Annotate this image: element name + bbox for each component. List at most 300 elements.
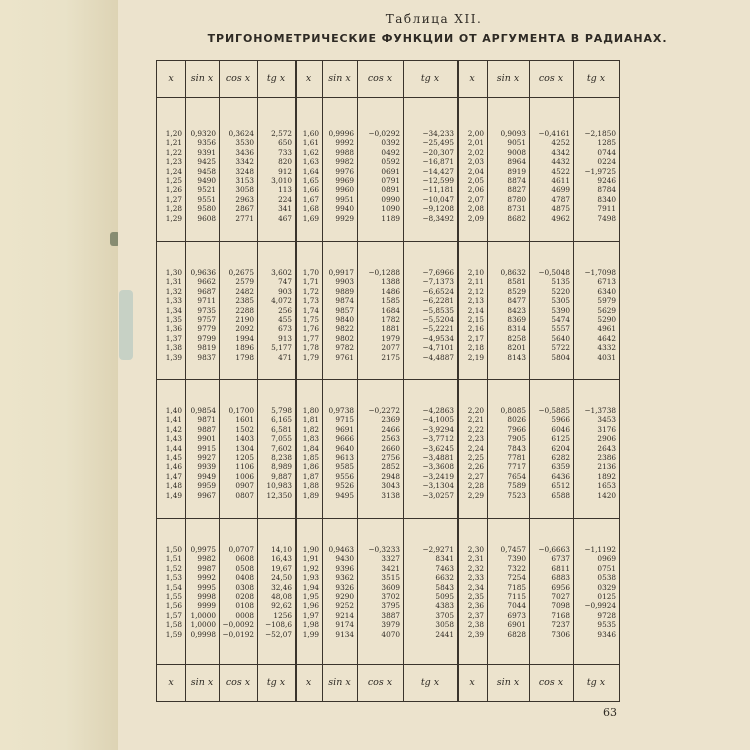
value-column <box>404 406 454 500</box>
table-cell: 1,27 <box>165 194 182 204</box>
table-cell: 4,072 <box>271 296 292 306</box>
table-cell: 913 <box>278 333 292 343</box>
value-column <box>323 406 354 500</box>
table-cell: 1,84 <box>302 443 319 453</box>
table-cell: 6282 <box>551 452 570 462</box>
table-cell: −3,3608 <box>422 462 454 472</box>
table-cell: 3043 <box>381 481 400 491</box>
table-cell: 9802 <box>335 333 354 343</box>
table-cell: 8369 <box>507 314 526 324</box>
table-cell: −5,2221 <box>422 324 454 334</box>
table-cell: 2,25 <box>467 452 484 462</box>
table-cell: 6,165 <box>271 415 292 425</box>
table-cell: 8874 <box>507 175 526 185</box>
table-cell: 2136 <box>597 462 616 472</box>
table-cell: 7254 <box>507 573 526 583</box>
table-cell: 8964 <box>507 157 526 167</box>
table-cell: 7044 <box>507 601 526 611</box>
table-cell: 1,94 <box>302 582 319 592</box>
table-cell: −52,07 <box>264 629 292 639</box>
header-row-bottom <box>157 664 619 701</box>
table-cell: −6,2281 <box>422 296 454 306</box>
table-cell: 2,572 <box>271 129 292 138</box>
table-cell: 2,35 <box>467 591 484 601</box>
table-cell: −4,9534 <box>422 333 454 343</box>
table-cell: 1,95 <box>302 591 319 601</box>
table-cell: 92,62 <box>271 601 292 611</box>
table-cell: 14,10 <box>271 545 292 554</box>
value-column <box>358 268 400 362</box>
table-cell: 5966 <box>551 415 570 425</box>
table-cell: 1,70 <box>302 268 319 277</box>
value-column <box>158 268 182 362</box>
table-cell: 2771 <box>235 213 254 223</box>
table-cell: 1,34 <box>165 305 182 315</box>
value-column <box>186 406 216 500</box>
table-cell: 4332 <box>597 343 616 353</box>
table-cell: 1,24 <box>165 166 182 176</box>
table-cell: 9662 <box>197 277 216 287</box>
table-cell: 1,40 <box>165 406 182 415</box>
table-cell: 9640 <box>335 443 354 453</box>
header-cell: sin x <box>190 677 214 688</box>
table-cell: 733 <box>278 147 292 157</box>
value-column <box>488 545 526 639</box>
value-column <box>220 406 254 500</box>
table-cell: 9819 <box>197 343 216 353</box>
table-cell: 9715 <box>335 415 354 425</box>
table-cell: 9757 <box>197 314 216 324</box>
table-cell: −3,9294 <box>422 424 454 434</box>
table-cell: −34,233 <box>422 129 454 138</box>
table-cell: 9735 <box>197 305 216 315</box>
table-cell: 1,98 <box>302 620 319 630</box>
table-cell: 7463 <box>435 563 454 573</box>
table-cell: 1,62 <box>302 147 319 157</box>
table-cell: 7322 <box>507 563 526 573</box>
table-cell: 9551 <box>197 194 216 204</box>
table-cell: 2,08 <box>467 204 484 214</box>
table-cell: 5,798 <box>271 406 292 415</box>
table-cell: 1256 <box>273 610 292 620</box>
table-cell: 1388 <box>381 277 400 287</box>
table-cell: 2660 <box>381 443 400 453</box>
table-cell: 7390 <box>507 554 526 564</box>
table-cell: −0,1288 <box>368 268 400 277</box>
table-cell: 6956 <box>551 582 570 592</box>
table-cell: 1,72 <box>302 286 319 296</box>
table-cell: −3,4881 <box>422 452 454 462</box>
table-cell: 3176 <box>597 424 616 434</box>
table-cell: 1486 <box>381 286 400 296</box>
table-cell: 0492 <box>381 147 400 157</box>
table-cell: 1896 <box>235 343 254 353</box>
table-cell: 32,46 <box>271 582 292 592</box>
table-cell: 2,12 <box>467 286 484 296</box>
table-cell: 6436 <box>551 471 570 481</box>
table-cell: 9960 <box>335 185 354 195</box>
table-cell: 9761 <box>335 352 354 362</box>
table-cell: 2,30 <box>467 545 484 554</box>
table-cell: −3,1304 <box>422 481 454 491</box>
table-cell: 2190 <box>235 314 254 324</box>
table-cell: 9929 <box>335 213 354 223</box>
table-cell: 2906 <box>597 434 616 444</box>
table-cell: 2,29 <box>467 490 484 500</box>
table-cell: 6,581 <box>271 424 292 434</box>
table-cell: 1,82 <box>302 424 319 434</box>
table-cell: 1,52 <box>165 563 182 573</box>
table-cell: 3705 <box>435 610 454 620</box>
value-column <box>530 545 570 639</box>
table-cell: 12,350 <box>266 490 292 500</box>
table-cell: 2,02 <box>467 147 484 157</box>
table-cell: 2077 <box>381 343 400 353</box>
table-cell: 1,81 <box>302 415 319 425</box>
table-cell: 2,34 <box>467 582 484 592</box>
table-cell: 1,90 <box>302 545 319 554</box>
table-cell: 9425 <box>197 157 216 167</box>
table-cell: 1,99 <box>302 629 319 639</box>
table-cell: 9939 <box>197 462 216 472</box>
table-cell: 5640 <box>551 333 570 343</box>
table-cell: −9,1208 <box>422 204 454 214</box>
table-cell: 2,19 <box>467 352 484 362</box>
table-cell: 9901 <box>197 434 216 444</box>
table-cell: 1,29 <box>165 213 182 223</box>
table-cell: 1979 <box>381 333 400 343</box>
header-cell: cos x <box>367 677 393 688</box>
table-cell: 7589 <box>507 481 526 491</box>
table-cell: 3058 <box>235 185 254 195</box>
table-cell: 4383 <box>435 601 454 611</box>
table-cell: −14,427 <box>422 166 454 176</box>
table-cell: 2,03 <box>467 157 484 167</box>
table-cell: 9822 <box>335 324 354 334</box>
table-cell: 9,887 <box>271 471 292 481</box>
table-cell: 9711 <box>197 296 216 306</box>
table-cell: 6737 <box>551 554 570 564</box>
table-cell: 9362 <box>335 573 354 583</box>
table-cell: 1,58 <box>165 620 182 630</box>
table-cell: 6828 <box>507 629 526 639</box>
table-cell: 7237 <box>551 620 570 630</box>
table-cell: 8784 <box>597 185 616 195</box>
value-column <box>574 406 616 500</box>
table-cell: 2,13 <box>467 296 484 306</box>
value-column <box>574 545 616 639</box>
table-cell: 2441 <box>435 629 454 639</box>
table-cell: −16,871 <box>422 157 454 167</box>
table-cell: 1798 <box>235 352 254 362</box>
table-cell: 9982 <box>197 554 216 564</box>
table-cell: 1,20 <box>165 129 182 138</box>
table-cell: 3887 <box>381 610 400 620</box>
table-cell: 9799 <box>197 333 216 343</box>
table-cell: −6,6524 <box>422 286 454 296</box>
header-cell: sin x <box>496 677 520 688</box>
header-cell: cos x <box>538 73 564 84</box>
value-column <box>458 129 484 223</box>
table-cell: 455 <box>278 314 292 324</box>
table-cell: −0,2272 <box>368 406 400 415</box>
table-cell: 9940 <box>335 204 354 214</box>
table-cell: 8827 <box>507 185 526 195</box>
table-cell: 4961 <box>597 324 616 334</box>
header-cell: cos x <box>538 677 564 688</box>
table-cell: 9174 <box>335 620 354 630</box>
table-cell: −1,9725 <box>584 166 616 176</box>
table-cell: 6883 <box>551 573 570 583</box>
table-cell: 0208 <box>235 591 254 601</box>
value-column <box>220 268 254 362</box>
table-cell: −1,3738 <box>584 406 616 415</box>
table-cell: 9987 <box>197 563 216 573</box>
value-column <box>258 129 292 223</box>
table-cell: 9521 <box>197 185 216 195</box>
table-cell: 1,45 <box>165 452 182 462</box>
table-cell: 9887 <box>197 424 216 434</box>
table-cell: 1,93 <box>302 573 319 583</box>
table-cell: 9687 <box>197 286 216 296</box>
table-cell: 1,33 <box>165 296 182 306</box>
table-cell: 8,989 <box>271 462 292 472</box>
header-cell: tg x <box>586 73 606 84</box>
table-cell: 8919 <box>507 166 526 176</box>
table-cell: 2,33 <box>467 573 484 583</box>
table-cell: 0751 <box>597 563 616 573</box>
table-cell: −12,599 <box>422 175 454 185</box>
table-cell: 9613 <box>335 452 354 462</box>
table-cell: 4070 <box>381 629 400 639</box>
table-cell: 2,15 <box>467 314 484 324</box>
value-column <box>530 406 570 500</box>
table-cell: 9326 <box>335 582 354 592</box>
table-cell: 1,35 <box>165 314 182 324</box>
value-column <box>296 406 319 500</box>
table-cell: 2,23 <box>467 434 484 444</box>
table-cell: 8314 <box>507 324 526 334</box>
table-cell: 1,59 <box>165 629 182 639</box>
value-column <box>186 545 216 639</box>
table-cell: 0744 <box>597 147 616 157</box>
table-cell: 0538 <box>597 573 616 583</box>
table-cell: 2948 <box>381 471 400 481</box>
page-number: 63 <box>603 706 617 719</box>
table-cell: 1,39 <box>165 352 182 362</box>
table-cell: 4962 <box>551 213 570 223</box>
table-cell: 1,54 <box>165 582 182 592</box>
table-cell: −3,0257 <box>422 490 454 500</box>
table-cell: 0,9738 <box>328 406 354 415</box>
table-cell: 2,07 <box>467 194 484 204</box>
table-cell: 3058 <box>435 620 454 630</box>
table-cell: −5,5204 <box>422 314 454 324</box>
table-cell: 2,06 <box>467 185 484 195</box>
table-cell: 2963 <box>235 194 254 204</box>
table-cell: 2,21 <box>467 415 484 425</box>
table-cell: 48,08 <box>271 591 292 601</box>
table-cell: 9967 <box>197 490 216 500</box>
table-cell: 2,18 <box>467 343 484 353</box>
trig-table <box>156 60 620 702</box>
table-cell: 9782 <box>335 343 354 353</box>
table-cell: 2,17 <box>467 333 484 343</box>
table-cell: 0408 <box>235 573 254 583</box>
value-column <box>186 129 216 223</box>
header-cell: sin x <box>328 73 351 84</box>
table-cell: 2,22 <box>467 424 484 434</box>
table-cell: 0125 <box>597 591 616 601</box>
table-cell: −4,2863 <box>422 406 454 415</box>
table-cell: 1106 <box>235 462 254 472</box>
table-cell: 8,238 <box>271 452 292 462</box>
table-cell: 9490 <box>197 175 216 185</box>
table-cell: 1,69 <box>302 213 319 223</box>
table-cell: 7654 <box>507 471 526 481</box>
table-cell: 1,28 <box>165 204 182 214</box>
table-cell: 2466 <box>381 424 400 434</box>
value-column <box>158 406 182 500</box>
table-cell: 9691 <box>335 424 354 434</box>
table-cell: 5557 <box>551 324 570 334</box>
table-cell: 0329 <box>597 582 616 592</box>
table-cell: 3795 <box>381 601 400 611</box>
table-cell: 0,7457 <box>500 545 526 554</box>
table-cell: 1,92 <box>302 563 319 573</box>
table-cell: 0,0707 <box>228 545 254 554</box>
table-cell: 2,04 <box>467 166 484 176</box>
header-cell: tg x <box>420 677 440 688</box>
table-cell: 9134 <box>335 629 354 639</box>
table-cell: 8731 <box>507 204 526 214</box>
table-cell: 9837 <box>197 352 216 362</box>
table-cell: 1,23 <box>165 157 182 167</box>
header-cell: x <box>469 73 475 84</box>
value-column <box>158 129 182 223</box>
table-cell: −1,7098 <box>584 268 616 277</box>
table-cell: 1,76 <box>302 324 319 334</box>
table-cell: 4031 <box>597 352 616 362</box>
table-cell: 9728 <box>597 610 616 620</box>
table-cell: 9252 <box>335 601 354 611</box>
value-column <box>158 545 182 639</box>
table-cell: 2386 <box>597 452 616 462</box>
table-cell: 6901 <box>507 620 526 630</box>
table-cell: 2579 <box>235 277 254 287</box>
table-cell: 9246 <box>597 175 616 185</box>
table-cell: 2,01 <box>467 138 484 148</box>
table-cell: 113 <box>278 185 292 195</box>
table-cell: 2369 <box>381 415 400 425</box>
value-block <box>157 97 619 241</box>
table-cell: 8477 <box>507 296 526 306</box>
table-cell: 8581 <box>507 277 526 287</box>
table-cell: 2,31 <box>467 554 484 564</box>
table-cell: 7306 <box>551 629 570 639</box>
table-cell: 6125 <box>551 434 570 444</box>
table-cell: 903 <box>278 286 292 296</box>
table-cell: 8143 <box>507 352 526 362</box>
table-cell: 9391 <box>197 147 216 157</box>
table-cell: 9992 <box>335 138 354 148</box>
table-cell: −0,0292 <box>368 129 400 138</box>
table-cell: 8780 <box>507 194 526 204</box>
table-cell: 9959 <box>197 481 216 491</box>
table-cell: 1,38 <box>165 343 182 353</box>
value-column <box>358 545 400 639</box>
table-cell: 1,77 <box>302 333 319 343</box>
table-cell: 0807 <box>235 490 254 500</box>
header-row-top <box>157 61 619 98</box>
table-cell: 0,8632 <box>500 268 526 277</box>
header-cell: tg x <box>266 73 286 84</box>
header-cell: x <box>168 73 174 84</box>
table-cell: 471 <box>278 352 292 362</box>
table-cell: −5,8535 <box>422 305 454 315</box>
table-cell: 5979 <box>597 296 616 306</box>
table-cell: 0,9975 <box>190 545 216 554</box>
table-cell: 5722 <box>551 343 570 353</box>
table-cell: 1,46 <box>165 462 182 472</box>
value-column <box>220 129 254 223</box>
table-cell: 9608 <box>197 213 216 223</box>
table-cell: 9290 <box>335 591 354 601</box>
table-cell: 2,00 <box>467 129 484 138</box>
table-cell: 6588 <box>551 490 570 500</box>
table-cell: 3530 <box>235 138 254 148</box>
table-cell: 10,983 <box>266 481 292 491</box>
table-cell: 2385 <box>235 296 254 306</box>
table-cell: 673 <box>278 324 292 334</box>
table-cell: 3436 <box>235 147 254 157</box>
table-cell: 19,67 <box>271 563 292 573</box>
table-cell: 3138 <box>381 490 400 500</box>
table-cell: 0392 <box>381 138 400 148</box>
table-cell: 7168 <box>551 610 570 620</box>
table-cell: 1,48 <box>165 481 182 491</box>
table-cell: 7115 <box>507 591 526 601</box>
table-cell: 1502 <box>235 424 254 434</box>
value-column <box>488 129 526 223</box>
table-cell: 2643 <box>597 443 616 453</box>
table-cell: 3979 <box>381 620 400 630</box>
table-cell: 1006 <box>235 471 254 481</box>
header-cell: cos x <box>367 73 393 84</box>
table-cell: 0,1700 <box>228 406 254 415</box>
table-cell: 7,602 <box>271 443 292 453</box>
table-cell: 2,16 <box>467 324 484 334</box>
table-cell: 1,22 <box>165 147 182 157</box>
table-cell: 8682 <box>507 213 526 223</box>
table-cell: 0,9917 <box>328 268 354 277</box>
header-cell: tg x <box>266 677 286 688</box>
table-cell: 4432 <box>551 157 570 167</box>
header-cell: sin x <box>328 677 351 688</box>
table-cell: −25,495 <box>422 138 454 148</box>
table-cell: 1420 <box>597 490 616 500</box>
table-cell: 5220 <box>551 286 570 296</box>
table-cell: 1,61 <box>302 138 319 148</box>
table-cell: −0,6663 <box>538 545 570 554</box>
value-column <box>258 406 292 500</box>
book-gutter <box>0 0 119 750</box>
table-cell: 2852 <box>381 462 400 472</box>
table-cell: 912 <box>278 166 292 176</box>
table-cell: 5474 <box>551 314 570 324</box>
table-cell: 2,14 <box>467 305 484 315</box>
table-cell: −4,1005 <box>422 415 454 425</box>
